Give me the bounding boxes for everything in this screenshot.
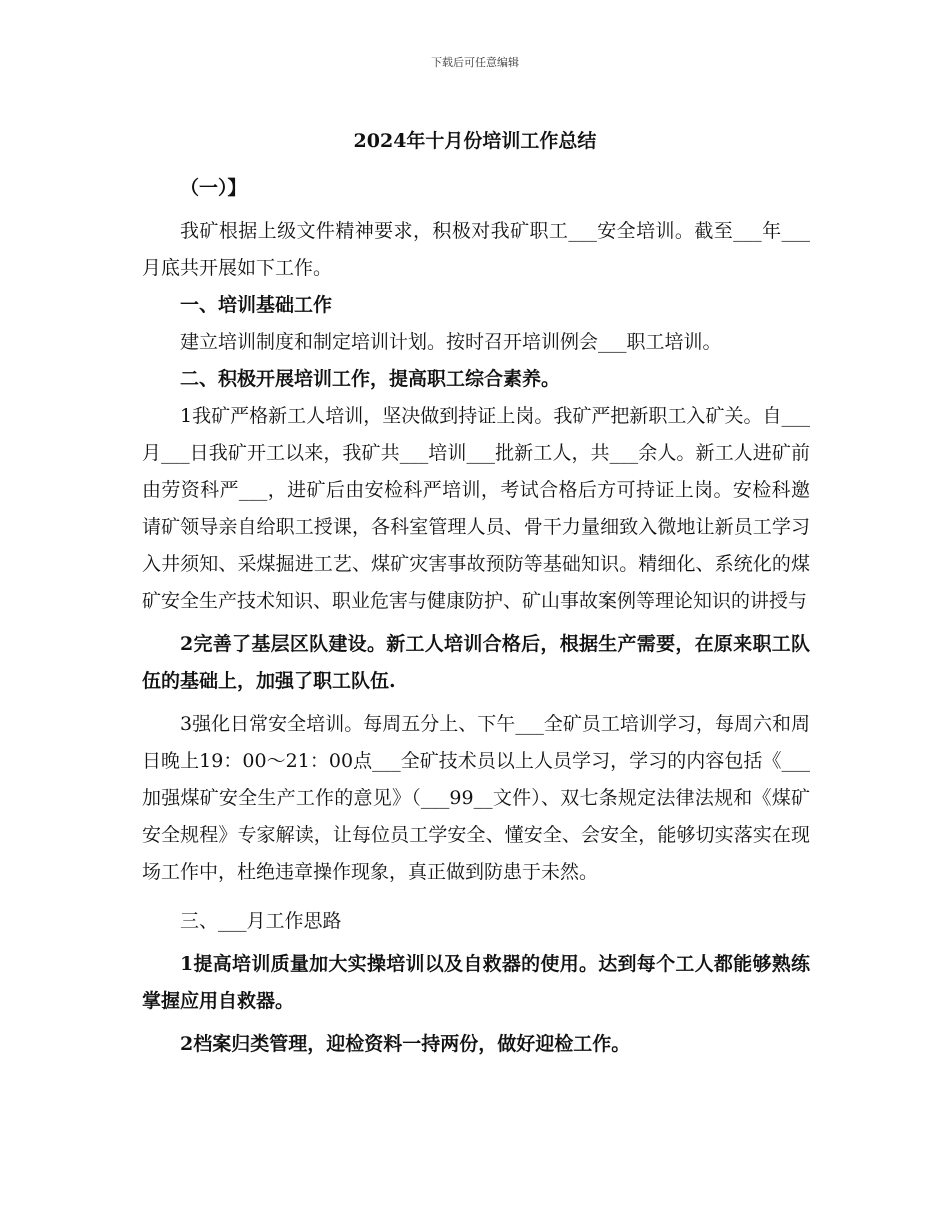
intro-paragraph: 我矿根据上级文件精神要求，积极对我矿职工___安全培训。截至___年___月底共开展如下工作。 [142, 220, 810, 279]
heading-training-work: 二、积极开展培训工作，提高职工综合素养。 [180, 368, 561, 390]
document-body [142, 170, 810, 1063]
plan-item-2: 2档案归类管理，迎检资料一持两份，做好迎检工作。 [180, 1033, 631, 1055]
document-title: 2024年十月份培训工作总结 [353, 130, 597, 152]
heading-training-basics: 一、培训基础工作 [180, 294, 333, 316]
section-marker: （一）】 [180, 177, 247, 199]
heading-work-plan: 三、___月工作思路 [180, 910, 342, 932]
plan-item-1: 1提高培训质量加大实操培训以及自救器的使用。达到每个工人都能够熟练掌握应用自救器。 [142, 953, 810, 1012]
paragraph-new-worker-training: 1我矿严格新工人培训，坚决做到持证上岗。我矿严把新职工入矿关。自___月___日我矿开工以来，我矿共___培训___批新工人，共___余人。新工人进矿前由劳资科严___，进矿后由安检科严培训，考试合格后方可持证上岗。安检科邀请矿领导亲自给职工授课，各科室管理人员、骨干力量细致入微地让新员工学习入井须知、采煤掘进工艺、煤矿灾害事故预防等基础知识。精细化、系统化的煤矿安全生产技术知识、职业危害与健康防护、矿山事故案例等理论知识的讲授与 [142, 405, 810, 612]
header-note: 下载后可任意编辑 [431, 56, 519, 69]
paragraph-training-system: 建立培训制度和制定培训计划。按时召开培训例会___职工培训。 [180, 331, 722, 353]
paragraph-daily-safety: 3强化日常安全培训。每周五分上、下午___全矿员工培训学习，每周六和周日晚上19：00～21：00点___全矿技术员以上人员学习，学习的内容包括《___加强煤矿安全生产工作的意见》（___99__文件）、双七条规定法律法规和《煤矿安全规程》专家解读，让每位员工学安全、懂安全、会安全，能够切实落实在现场工作中，杜绝违章操作现象，真正做到防患于未然。 [142, 713, 810, 883]
paragraph-team-building: 2完善了基层区队建设。新工人培训合格后，根据生产需要，在原来职工队伍的基础上，加强了职工队伍. [142, 633, 810, 692]
